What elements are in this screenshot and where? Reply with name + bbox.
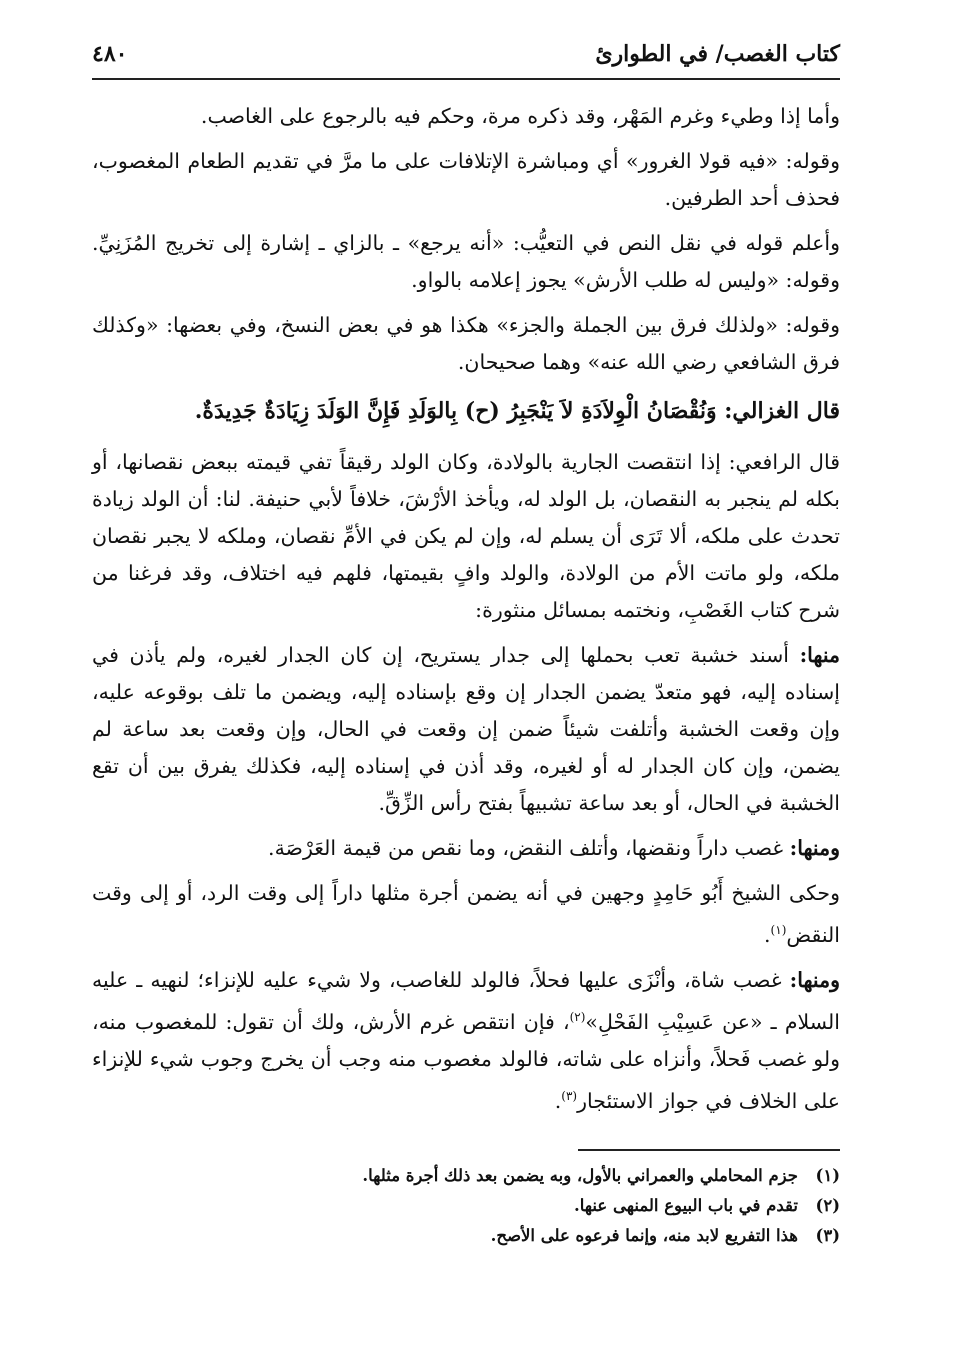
footnote-number: (١) [815, 1166, 840, 1186]
main-text [92, 98, 840, 1119]
masala-paragraph [92, 962, 840, 1120]
masala-lead: منها: [799, 643, 840, 667]
rafii-commentary: قال الرافعي: إذا انتقصت الجارية بالولادة، وكان الولد رقيقاً تفي قيمته ببعض نقصانها، أو بكله لم ينجبر به النقصان، بل الولد له، ويأخذ الأرْشَ، خلافاً لأبي حنيفة. لنا: أن الولد زيادة تحدث على ملكه، ألا تَرَى أن يسلم له، وإن لم يكن في الأمِّ نقصان، وملكه لا يجبر نقصان ملكه، ولو ماتت الأم من الولادة، والولد وافٍ بقيمتها، فلهم فيه اختلاف، وقد فرغنا من شرح كتاب الغَصْبِ، ونختمه بمسائل منثورة: [92, 450, 841, 622]
masala-text: غصب شاة، وأنْزَى عليها فحلاً، فالولد للغاصب، ولا شيء عليه للإنزاء؛ لنهيه ـ عليه السلام ـ «عن عَسِيْبِ الفَحْلِ» [92, 967, 840, 1034]
footnote-text: هذا التفريع لابد منه، وإنما فرعوه على الأصح. [490, 1226, 798, 1246]
footnotes [92, 1161, 840, 1251]
masala-lead: ومنها: [789, 836, 840, 860]
masala-text-cont: ، فإن انتقص غرم الأرش، ولك أن تقول: للمغصوب منه، ولو غصب فَحلاً، وأنزاه على شاته، فالولد مغصوب منه وجب أن يخرج وجوب شيء للإنزاء على الخلاف في جواز الاستئجار [92, 1009, 840, 1113]
footnote-text: تقدم في باب البيوع المنهى عنها. [574, 1196, 798, 1216]
footnote-ref[interactable]: (٢) [569, 1009, 586, 1024]
paragraph: وأما إذا وطيء وغرم المَهْر، وقد ذكره مرة، وحكم فيه بالرجوع على الغاصب. [200, 104, 840, 128]
quote-text: وَنُقْصَانُ الْوِلاَدَةِ لاَ يَنْجَبِرُ (ح) بِالوَلَدِ فَإِنَّ الوَلَدَ زِيَادَةٌ جَدِيدَةٌ. [194, 398, 717, 424]
running-head [92, 30, 840, 80]
masala-text: أسند خشبة تعب بحملها إلى جدار يستريح، إن كان الجدار لغيره، ولم يأذن في إسناده إليه، فهو متعدّ يضمن الجدار إن وقع بإسناده إليه، ويضمن ما تلف بوقوعه عليه، وإن وقعت الخشبة وأتلفت شيئاً ضمن إن وقعت في الحال، وإن وقعت بعد ساعة لم يضمن، وإن كان الجدار له أو لغيره، وقد أذن في إسناده إليه، فكذلك يفرق بين أن تقع الخشبة في الحال، أو بعد ساعة تشبيهاً بفتح رأس الزِّقِّ. [92, 643, 840, 815]
footnote [92, 1221, 840, 1251]
masala-paragraph [92, 830, 840, 867]
ghazali-quote [92, 393, 840, 430]
paragraph: وقوله: «ولذلك فرق بين الجملة والجزء» هكذا هو في بعض النسخ، وفي بعضها: «وكذلك فرق الشافعي رضي الله عنه» وهما صحيحان. [92, 313, 840, 374]
page-number: ٤٨٠ [92, 41, 128, 67]
masala-end: . [554, 1088, 562, 1113]
chapter-title: كتاب الغصب/ في الطوارئ [595, 41, 840, 67]
hamid-end: . [764, 922, 771, 947]
footnote-number: (٢) [815, 1196, 840, 1216]
book-page [92, 30, 840, 1330]
masala-paragraph [92, 637, 840, 822]
quote-speaker: قال الغزالي: [724, 398, 840, 424]
hamid-text: وحكى الشيخ أَبُو حَامِدٍ وجهين في أنه يضمن أجرة مثلها داراً إلى وقت الرد، أو إلى وقت النقض [92, 881, 840, 947]
footnote-ref[interactable]: (١) [770, 923, 787, 937]
footnote [92, 1191, 840, 1221]
footnote-text: جزم المحاملي والعمراني بالأول، وبه يضمن بعد ذلك أجرة مثلها. [362, 1166, 798, 1186]
footnote [92, 1161, 840, 1191]
footnote-ref[interactable]: (٣) [561, 1088, 578, 1103]
paragraph: وقوله: «فيه قولا الغرور» أي ومباشرة الإتلافات على ما مرَّ في تقديم الطعام المغصوب، فحذف أحد الطرفين. [92, 149, 840, 210]
paragraph: وأعلم قوله في نقل النص في التعيُّب: «أنه يرجع» ـ بالزاي ـ إشارة إلى تخريج المُزَنِيِّ. وقوله: «وليس له طلب الأرش» يجوز إعلامه بالواو. [92, 231, 840, 292]
footnote-number: (٣) [815, 1226, 840, 1246]
masala-lead: ومنها: [789, 967, 840, 992]
masala-text: غصب داراً ونقضها، وأتلف النقض، وما نقص من قيمة العَرْصَة. [268, 836, 790, 860]
footnote-divider [578, 1149, 840, 1151]
hamid-paragraph [92, 875, 840, 954]
